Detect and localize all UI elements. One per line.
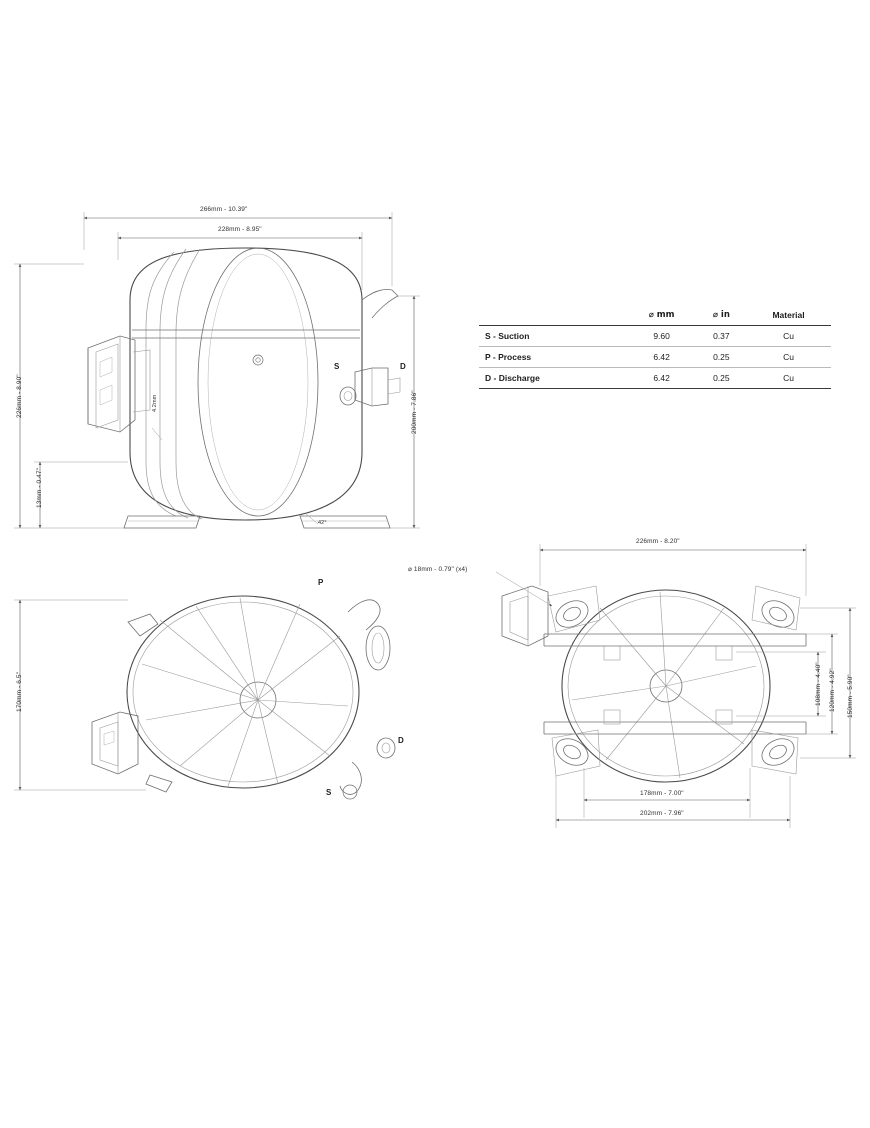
row-label-process: P - Process — [479, 347, 627, 368]
cell-suction-in: 0.37 — [697, 326, 746, 347]
top-view-group — [14, 596, 395, 799]
cell-discharge-material: Cu — [746, 368, 831, 389]
front-body-width-label: 228mm - 8.95" — [218, 226, 262, 233]
bottom-mount-vert-inner-label: 108mm - 4.40" — [815, 662, 822, 706]
table-header-row — [479, 306, 831, 326]
front-overall-width-label: 266mm - 10.39" — [200, 206, 248, 213]
column-header-diameter-mm: ⌀ mm — [627, 306, 697, 326]
bottom-overall-width-label: 226mm - 8.20" — [636, 538, 680, 545]
bottom-mount-vert-outer-label: 150mm - 5.90" — [847, 674, 854, 718]
front-view-group — [14, 212, 420, 528]
column-header-diameter-in: ⌀ in — [697, 306, 746, 326]
cell-suction-material: Cu — [746, 326, 831, 347]
front-suction-port-label: S — [334, 362, 340, 371]
front-body-height-label: 200mm - 7.86" — [411, 390, 418, 434]
table-row — [479, 326, 831, 347]
cell-suction-mm: 9.60 — [627, 326, 697, 347]
bottom-mount-spacing-outer-label: 202mm - 7.96" — [640, 810, 684, 817]
front-detail-angle-label: 42° — [318, 520, 327, 526]
table-row — [479, 347, 831, 368]
cell-discharge-in: 0.25 — [697, 368, 746, 389]
column-header-material: Material — [746, 306, 831, 326]
row-label-suction: S - Suction — [479, 326, 627, 347]
top-process-port-label: P — [318, 578, 324, 587]
bottom-mount-hole-note: ⌀ 18mm - 0.79" (x4) — [408, 566, 468, 573]
front-discharge-port-label: D — [400, 362, 406, 371]
cell-process-material: Cu — [746, 347, 831, 368]
row-label-discharge: D - Discharge — [479, 368, 627, 389]
front-foot-detail-label: 4.2mm — [152, 394, 158, 412]
cell-process-in: 0.25 — [697, 347, 746, 368]
cell-process-mm: 6.42 — [627, 347, 697, 368]
cell-discharge-mm: 6.42 — [627, 368, 697, 389]
column-header-blank — [479, 306, 627, 326]
bottom-mount-vert-mid-label: 120mm - 4.92" — [829, 668, 836, 712]
connection-table — [479, 306, 831, 389]
top-overall-depth-label: 170mm - 6.5" — [16, 672, 23, 712]
bottom-mount-spacing-inner-label: 178mm - 7.00" — [640, 790, 684, 797]
top-suction-port-label: S — [326, 788, 332, 797]
bottom-view-group — [496, 544, 856, 828]
front-overall-height-label: 226mm - 8.90" — [16, 374, 23, 418]
table-row — [479, 368, 831, 389]
top-discharge-port-label: D — [398, 736, 404, 745]
front-mount-height-label: 13mm - 0.47" — [36, 468, 43, 508]
